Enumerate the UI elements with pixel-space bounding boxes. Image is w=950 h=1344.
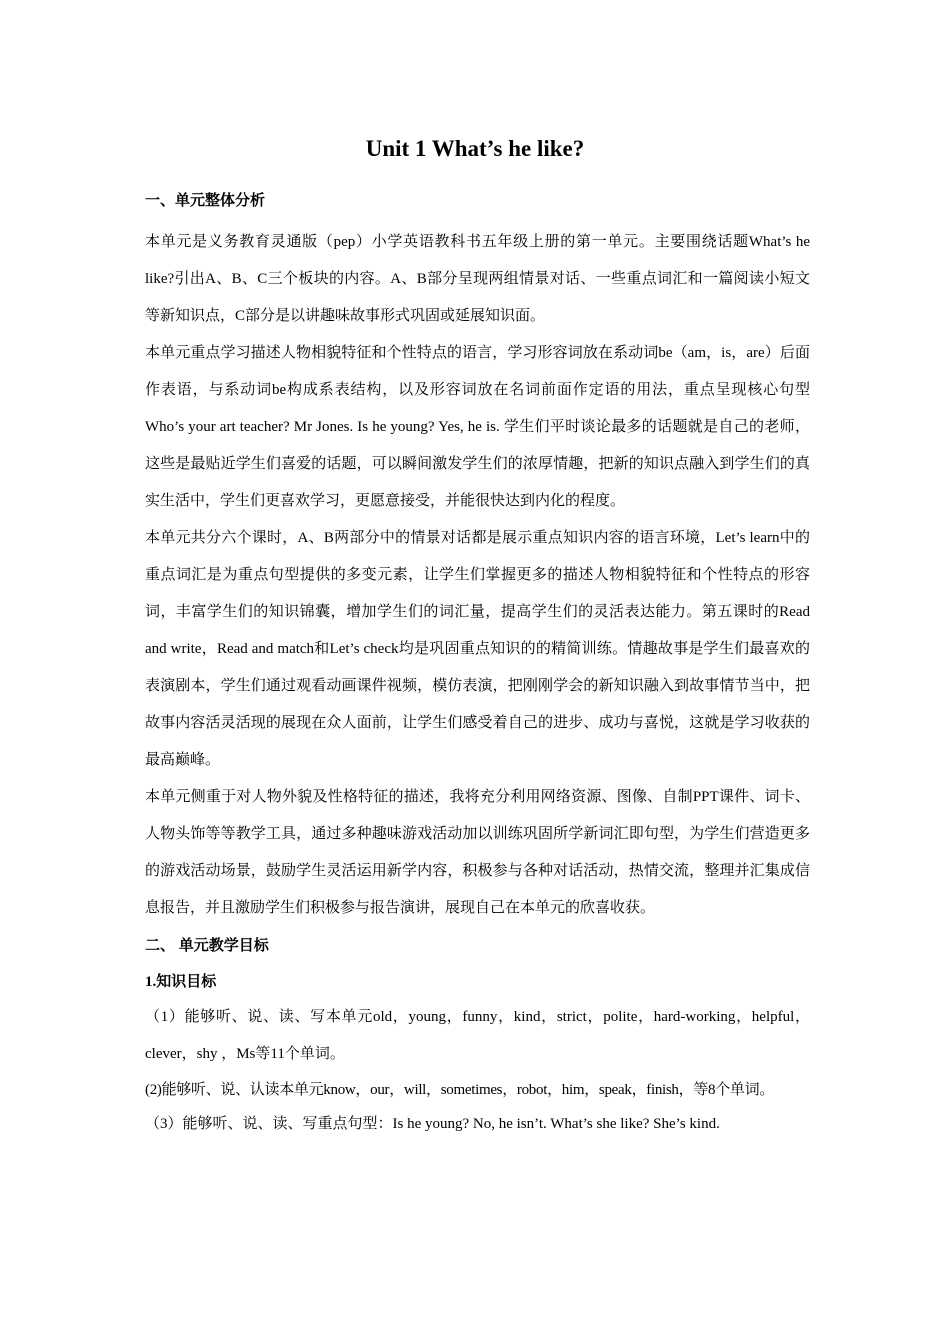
objective-item-2: (2)能够听、说、认读本单元know，our，will，sometimes，robot，him，speak，finish，等8个单词。: [145, 1082, 775, 1098]
paragraph-key-language: 本单元重点学习描述人物相貌特征和个性特点的语言，学习形容词放在系动词be（am，is，are）后面作表语，与系动词be构成系表结构，以及形容词放在名词前面作定语的用法，重点呈现核心句型Who’s your art teacher? Mr Jones. Is he young? Yes, he is. 学生们平时谈论最多的话题就是自己的老师，这些是最贴近学生们喜爱的话题，可以瞬间激发学生们的浓厚情趣，把新的知识点融入到学生们的真实生活中，学生们更喜欢学习，更愿意接受，并能很快达到内化的程度。: [145, 345, 810, 509]
objective-item-3: （3）能够听、说、读、写重点句型：Is he young? No, he isn’t. What’s she like? She’s kind.: [145, 1116, 720, 1132]
section-heading-teaching-goals: 二、 单元教学目标: [145, 938, 269, 954]
paragraph-intro: 本单元是义务教育灵通版（pep）小学英语教科书五年级上册的第一单元。主要围绕话题What’s he like?引出A、B、C三个板块的内容。A、B部分呈现两组情景对话、一些重点词汇和一篇阅读小短文等新知识点，C部分是以讲趣味故事形式巩固或延展知识面。: [145, 234, 810, 324]
document-title: Unit 1 What’s he like?: [365, 136, 585, 161]
document-body: [145, 188, 810, 1141]
paragraph-teaching-method: 本单元侧重于对人物外貌及性格特征的描述，我将充分利用网络资源、图像、自制PPT课件、词卡、人物头饰等等教学工具，通过多种趣味游戏活动加以训练巩固所学新词汇即句型，为学生们营造更多的游戏活动场景，鼓励学生灵活运用新学内容，积极参与各种对话活动，热情交流，整理并汇集成信息报告，并且激励学生们积极参与报告演讲，展现自己在本单元的欣喜收获。: [145, 789, 810, 916]
section-heading-unit-analysis: 一、单元整体分析: [145, 193, 266, 209]
subsection-heading-knowledge-goals: 1.知识目标: [145, 974, 217, 990]
objective-item-1: （1）能够听、说、读、写本单元old，young，funny，kind，strict，polite，hard-working，helpful，clever，shy ，Ms等11个单词。: [145, 1009, 810, 1062]
paragraph-lessons: 本单元共分六个课时，A、B两部分中的情景对话都是展示重点知识内容的语言环境，Let’s learn中的重点词汇是为重点句型提供的多变元素，让学生们掌握更多的描述人物相貌特征和个性特点的形容词，丰富学生们的知识锦囊，增加学生们的词汇量，提高学生们的灵活表达能力。第五课时的Read and write，Read and match和Let’s check均是巩固重点知识的的精简训练。情趣故事是学生们最喜欢的表演剧本，学生们通过观看动画课件视频，模仿表演，把刚刚学会的新知识融入到故事情节当中，把故事内容活灵活现的展现在众人面前，让学生们感受着自己的进步、成功与喜悦，这就是学习收获的最高巅峰。: [145, 530, 810, 768]
